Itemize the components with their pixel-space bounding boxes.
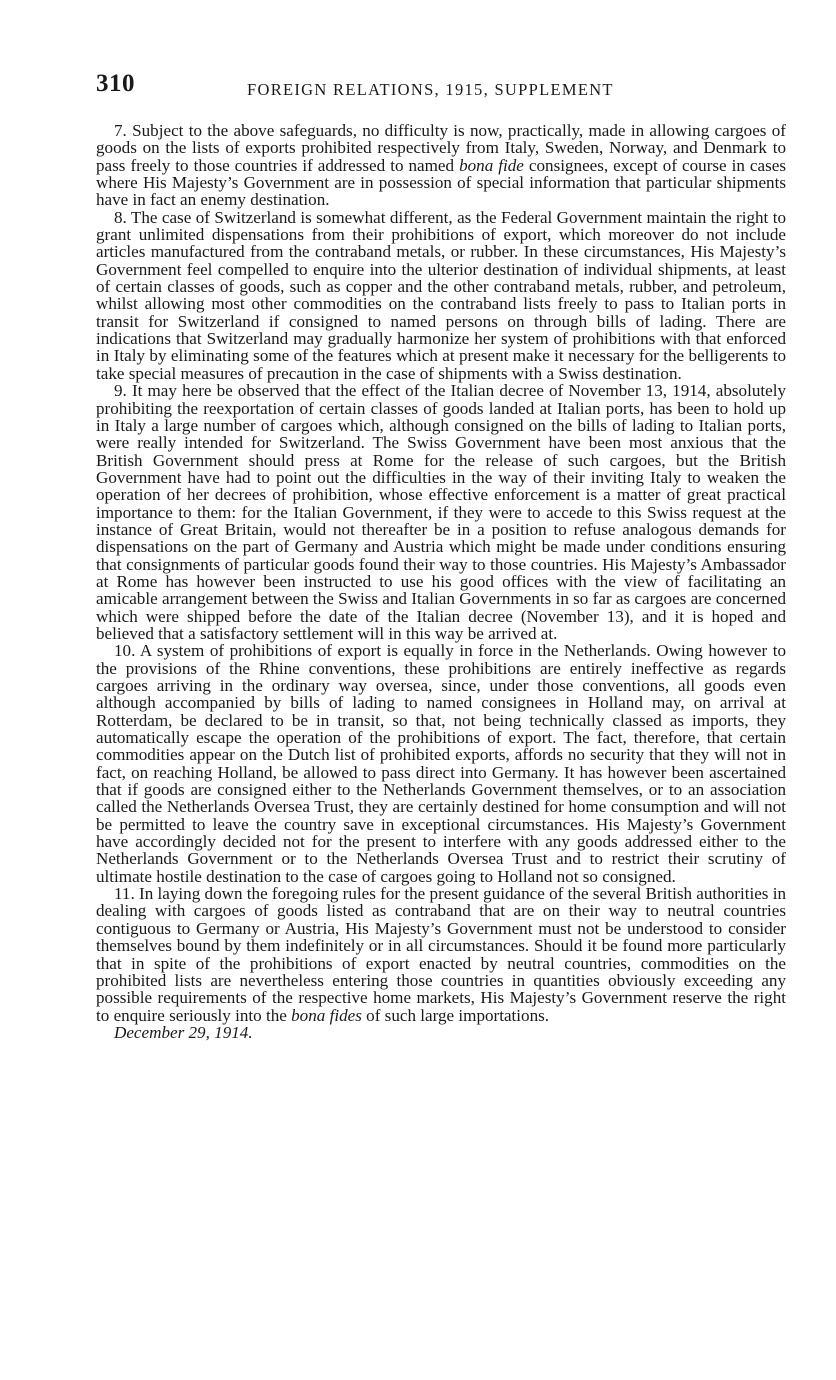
paragraph-11 [96, 885, 786, 1024]
italic-phrase: bona fide [459, 155, 524, 175]
paragraph-text: of such large importations. [361, 1005, 550, 1025]
paragraph-9 [96, 382, 786, 642]
paragraph-8 [96, 209, 786, 382]
paragraph-text: 7. Subject to the above safeguards, no difficulty is now, practically, made in allowing cargoes of goods on the lists of exports prohibited respectively from Italy, Sweden, Norway, and Denmark to pass freely to those countries if addressed to named [96, 121, 786, 175]
dateline: December 29, 1914. [114, 1022, 253, 1042]
paragraph-text: 11. In laying down the foregoing rules for the present guidance of the several British authorities in dealing with cargoes of goods listed as contraband that are on their way to neutral countries contiguous to Germany or Austria, His Majesty’s Government must not be understood to consider themselves bound by them indefinitely or in all circumstances. Should it be found more particularly that in spite of the prohibitions of export enacted by neutral countries, commodities on the prohibited lists are nevertheless entering those countries in quantities obviously exceeding any possible requirements of the respective home markets, His Majesty’s Government reserve the right to enquire seriously into the [96, 884, 787, 1025]
paragraph-text: 10. A system of prohibitions of export is equally in force in the Netherlands. Owing however to the provisions of the Rhine conventions, these prohibitions are entirely ineffective as regards cargoes arriving in the ordinary way oversea, since, under those conventions, all goods even although accompanied by bills of lading to named consignees in Holland may, on arrival at Rotterdam, be declared to be in transit, so that, not being technically classed as imports, they automatically escape the operation of the prohibitions of export. The fact, therefore, that certain commodities appear on the Dutch list of prohibited exports, affords no security that they will not in fact, on reaching Holland, be allowed to pass direct into Germany. It has however been ascertained that if goods are consigned either to the Netherlands Government themselves, or to an association called the Netherlands Oversea Trust, they are certainly destined for home consumption and will not be permitted to leave the country save in exceptional circumstances. His Majesty’s Government have accordingly decided not for the present to interfere with any goods addressed either to the Netherlands Government or to the Netherlands Oversea Trust and to restrict their scrutiny of ultimate hostile destination to the case of cargoes going to Holland not so consigned. [96, 641, 786, 886]
paragraph-7 [96, 122, 786, 209]
paragraph-10 [96, 642, 786, 885]
paragraph-text: 9. It may here be observed that the effect of the Italian decree of November 13, 1914, absolutely prohibiting the reexportation of certain classes of goods landed at Italian ports, has been to hold up in Italy a large number of cargoes which, although consigned on the bills of lading to Italian ports, were really intended for Switzerland. The Swiss Government have been most anxious that the British Government should press at Rome for the release of such cargoes, but the British Government have had to point out the difficulties in the way of their inviting Italy to weaken the operation of her decrees of prohibition, whose effective enforcement is a matter of great practical importance to them: for the Italian Government, if they were to accede to this Swiss request at the instance of Great Britain, would not thereafter be in a position to refuse analogous demands for dispensations on the part of Germany and Austria which might be made under conditions ensuring that consignments of particular goods found their way to those countries. His Majesty’s Ambassador at Rome has however been instructed to use his good offices with the view of facilitating an amicable arrangement between the Swiss and Italian Governments in so far as cargoes are concerned which were shipped before the date of the Italian decree (November 13), and it is hoped and believed that a satisfactory settlement will in this way be arrived at. [96, 381, 786, 643]
page-number: 310 [96, 70, 135, 97]
running-head: FOREIGN RELATIONS, 1915, SUPPLEMENT [247, 80, 614, 99]
body-text [96, 122, 786, 1041]
paragraph-text: consignees, except of course in cases where His Majesty’s Government are in possession of special information that particular shipments have in fact an enemy destination. [96, 155, 787, 210]
italic-phrase: bona fides [291, 1005, 362, 1025]
paragraph-text: 8. The case of Switzerland is somewhat different, as the Federal Government maintain the right to grant unlimited dispensations from their prohibitions of export, which moreover do not include articles manufactured from the contraband metals, or rubber. In these circumstances, His Majesty’s Government feel compelled to enquire into the ulterior destination of individual shipments, at least of certain classes of goods, such as copper and the other contraband metals, rubber, and petroleum, whilst allowing most other commodities on the contraband lists freely to pass to Italian ports in transit for Switzerland if consigned to named persons on through bills of lading. There are indications that Switzerland may gradually harmonize her system of prohibitions with that enforced in Italy by eliminating some of the features which at present make it necessary for the belligerents to take special measures of precaution in the case of shipments with a Swiss destination. [96, 207, 786, 383]
